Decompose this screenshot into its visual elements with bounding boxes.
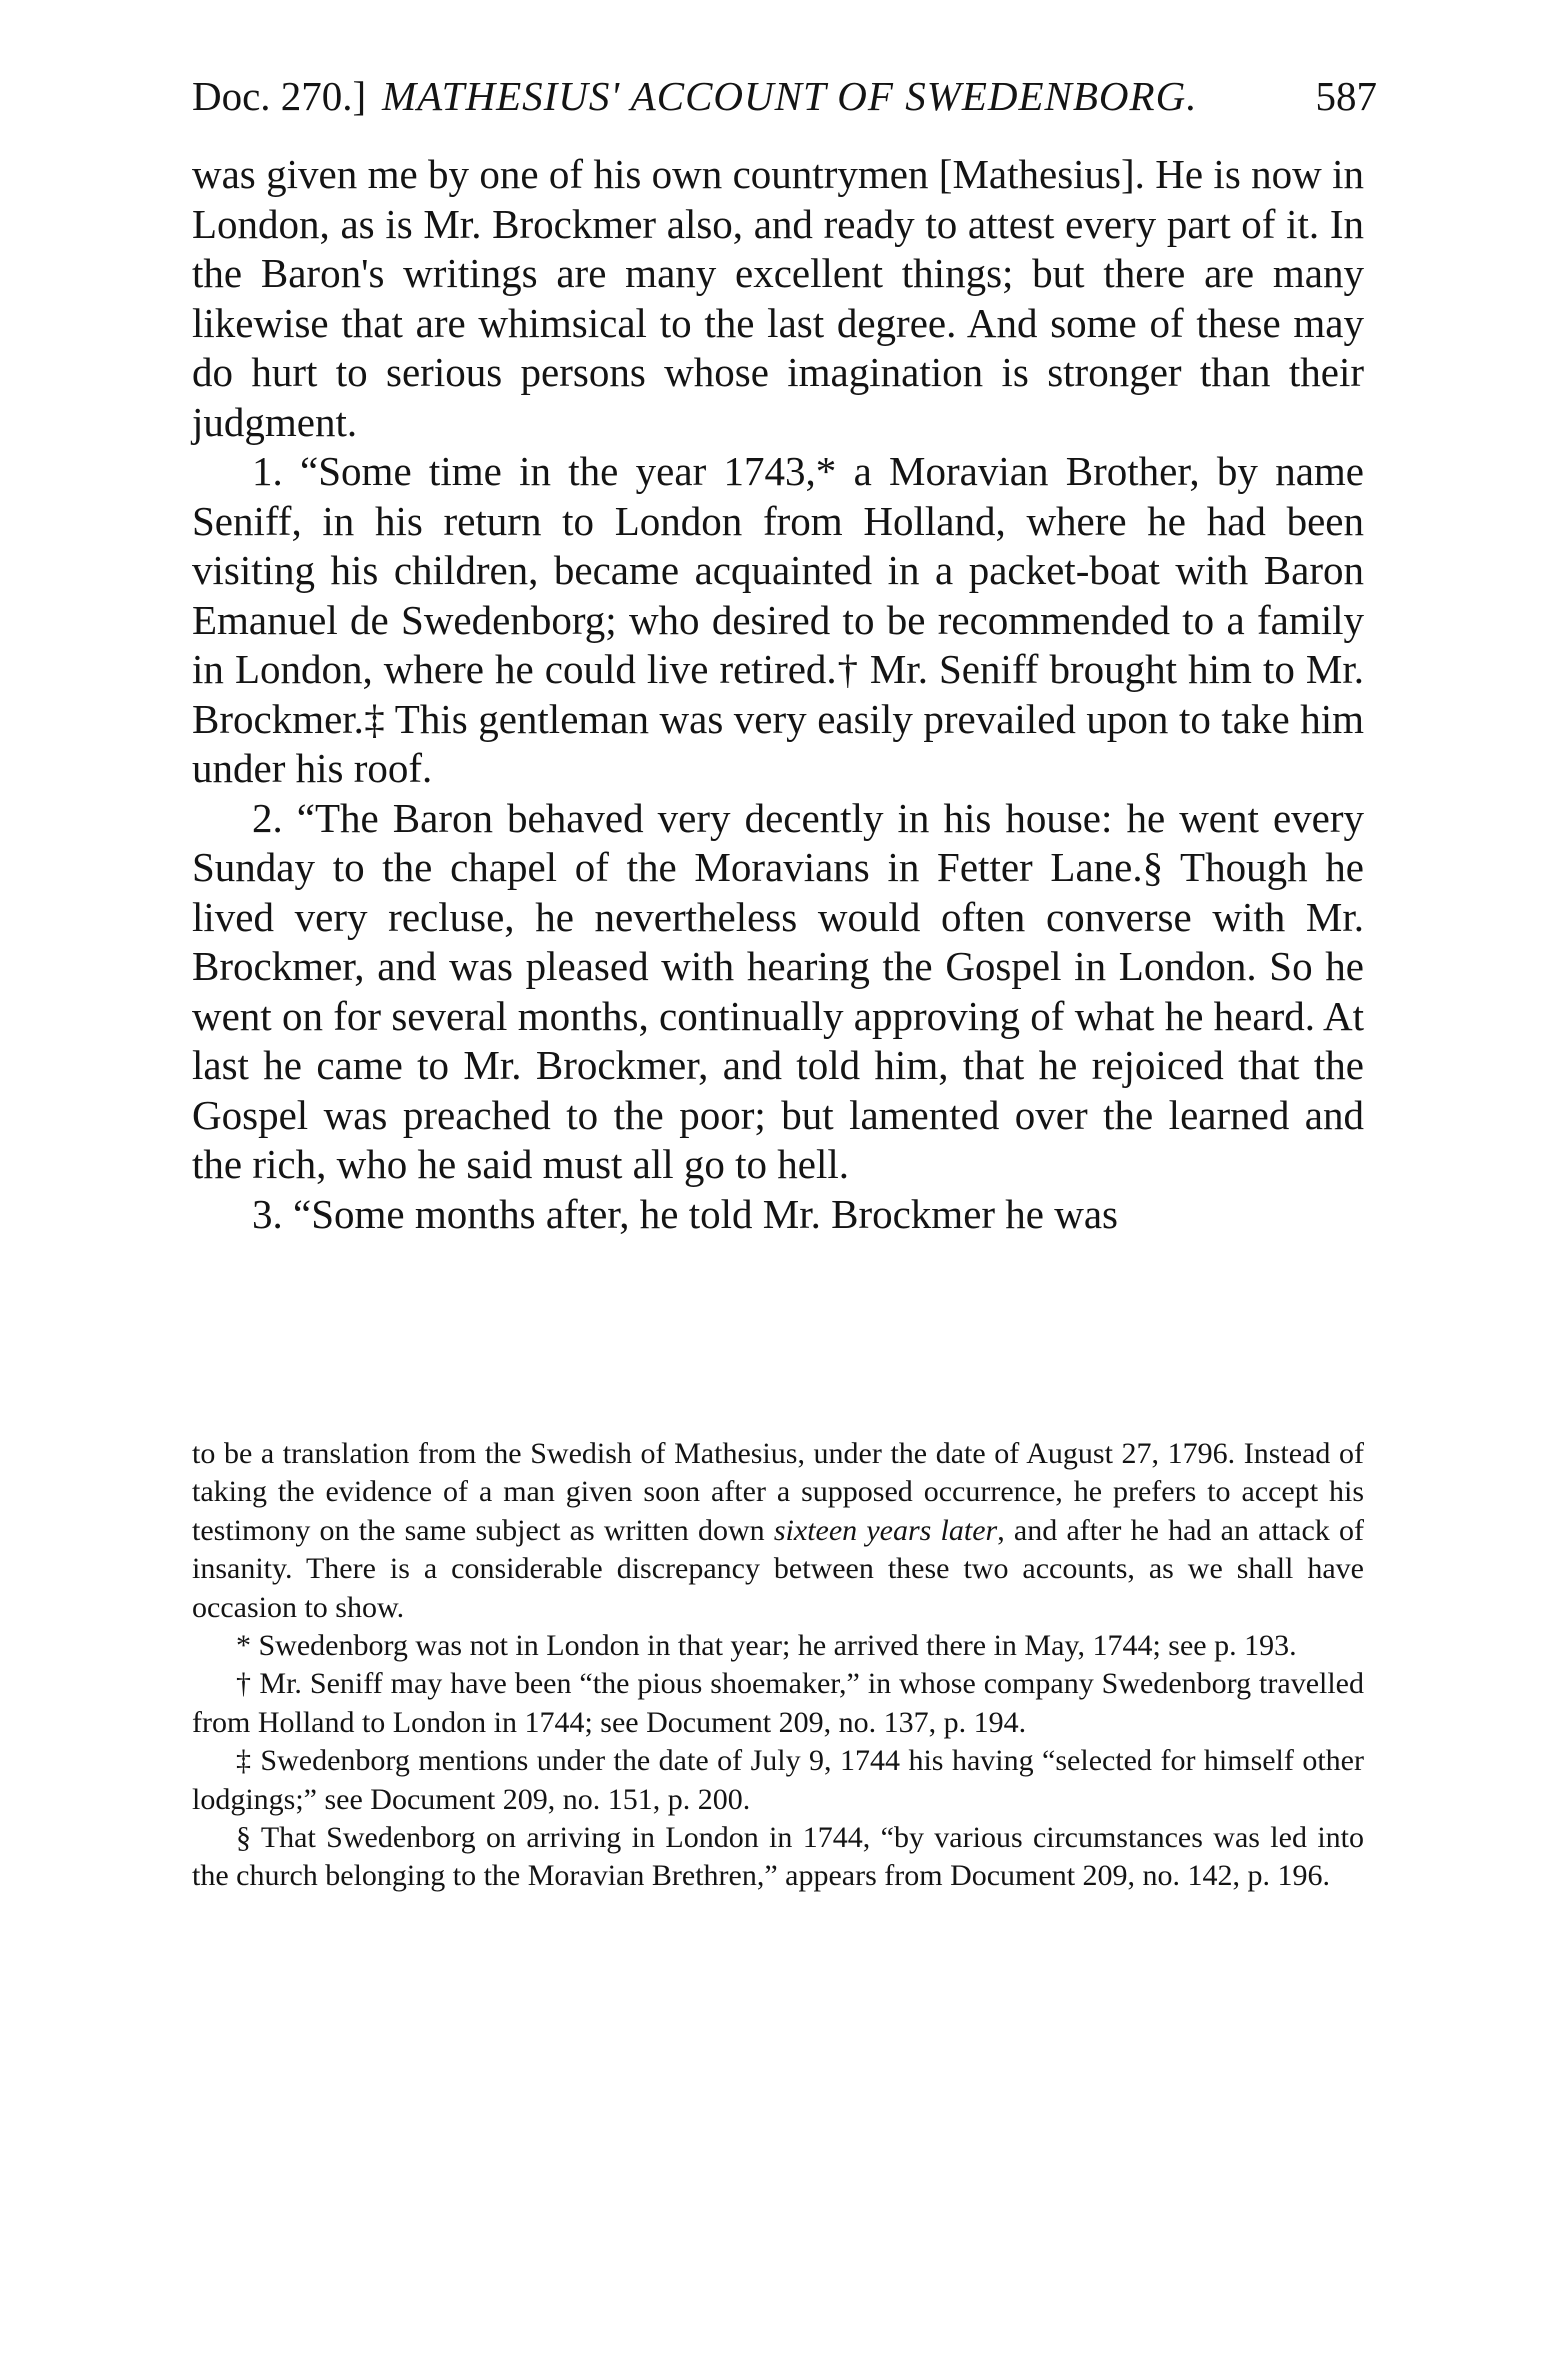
main-text	[192, 150, 1364, 1239]
footnote-asterisk: * Swedenborg was not in London in that year; he arrived there in May, 1744; see p. 193.	[236, 1629, 1297, 1663]
footnote-continuation-part2: , and after he had an attack of insanity. There is a considerable discrepancy between these two accounts, as we shall have occasion to show.	[192, 1513, 1364, 1624]
body-paragraph-2: 2. “The Baron behaved very decently in his house: he went every Sunday to the chapel of the Moravians in Fetter Lane.§ Though he lived very recluse, he nevertheless would often converse with Mr. Brockmer, and was pleased with hearing the Gospel in London. So he went on for several months, continually approving of what he heard. At last he came to Mr. Brockmer, and told him, that he rejoiced that the Gospel was preached to the poor; but lamented over the learned and the rich, who he said must all go to hell.	[192, 794, 1364, 1187]
footnote-emphasis: sixteen years later	[773, 1513, 998, 1547]
footnote-continuation	[192, 1435, 1364, 1627]
page-number: 587	[1315, 73, 1377, 119]
document-reference: Doc. 270.]	[192, 73, 367, 119]
running-header	[192, 66, 1377, 126]
body-paragraph-1: 1. “Some time in the year 1743,* a Moravian Brother, by name Seniff, in his return to London from Holland, where he had been visiting his children, became acquainted in a packet-boat with Baron Emanuel de Swedenborg; who desired to be recommended to a family in London, where he could live retired.† Mr. Seniff brought him to Mr. Brockmer.‡ This gentleman was very easily prevailed upon to take him under his roof.	[192, 448, 1364, 791]
body-paragraph-3: 3. “Some months after, he told Mr. Brockmer he was	[252, 1190, 1119, 1237]
body-paragraph-continued: was given me by one of his own countrymen [Mathesius]. He is now in London, as is Mr. Brockmer also, and ready to attest every part of it. In the Baron's writings are many excellent things; but there are many likewise that are whimsical to the last degree. And some of these may do hurt to serious persons whose imagination is stronger than their judgment.	[192, 151, 1364, 445]
running-title: MATHESIUS' ACCOUNT OF SWEDENBORG.	[382, 73, 1198, 119]
footnote-dagger: † Mr. Seniff may have been “the pious shoemaker,” in whose company Swedenborg travelled from Holland to London in 1744; see Document 209, no. 137, p. 194.	[192, 1667, 1364, 1739]
footnotes	[192, 1435, 1364, 1896]
footnote-double-dagger: ‡ Swedenborg mentions under the date of July 9, 1744 his having “selected for himself other lodgings;” see Document 209, no. 151, p. 200.	[192, 1744, 1364, 1816]
footnote-continuation-part1: to be a translation from the Swedish of Mathesius, under the date of August 27, 1796. Instead of taking the evidence of a man given soon after a supposed occurrence, he prefers to accept his testimony on the same subject as written down	[192, 1437, 1364, 1547]
footnote-section: § That Swedenborg on arriving in London in 1744, “by various circumstances was led into the church belonging to the Moravian Brethren,” appears from Document 209, no. 142, p. 196.	[192, 1821, 1364, 1893]
